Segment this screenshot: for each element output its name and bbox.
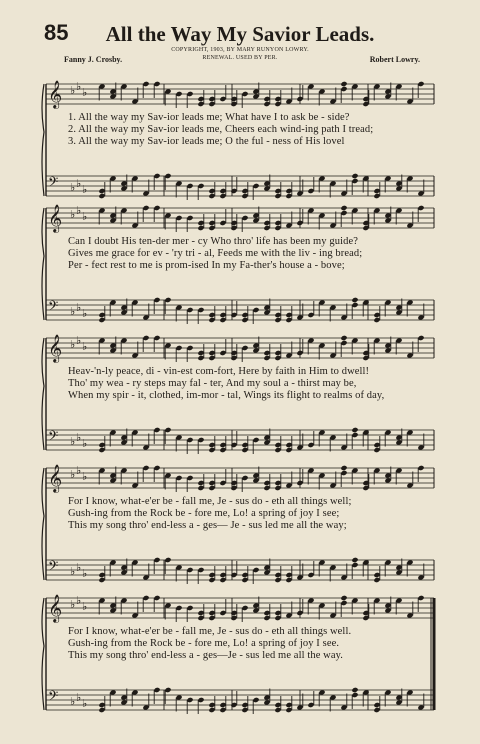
bass-staff [46,687,434,714]
flat-icon: ♭ [82,340,88,353]
music-system [40,192,440,332]
lyric-line: 2. All the way my Sav-ior leads me, Cheers each wind-ing path I tread; [68,124,374,135]
system-brace [42,598,44,710]
lyric-line: Heav-'n-ly peace, di - vin-est com-fort, Here by faith in Him to dwell! [68,366,370,377]
treble-clef-icon: 𝄞 [48,204,63,232]
lyric-line: 1. All the way my Sav-ior leads me; What have I to ask be - side? [68,112,350,123]
lyric-line: Gush-ing from the Rock be - fore me, Lo! a spring of joy I see; [68,508,340,519]
treble-staff [46,464,434,493]
flat-icon: ♭ [70,338,76,351]
flat-icon: ♭ [76,561,82,574]
flat-icon: ♭ [76,177,82,190]
music-system [40,68,440,208]
lyric-line: Gush-ing from the Rock be - fore me, Lo! a spring of joy I see. [68,638,340,649]
flat-icon: ♭ [70,468,76,481]
treble-clef-icon: 𝄞 [48,464,63,492]
music-system [40,322,440,462]
flat-icon: ♭ [82,470,88,483]
system-brace [42,338,44,450]
lyric-line: This my song thro' end-less a - ges— Je - sus led me all the way; [68,520,347,531]
treble-clef-icon: 𝄞 [48,594,63,622]
hymn-number: 85 [44,20,69,45]
bass-staff [46,557,434,584]
copyright-line-2: RENEWAL. USED BY PER. [202,55,278,61]
flat-icon: ♭ [82,307,88,320]
treble-clef-icon: 𝄞 [48,80,63,108]
flat-icon: ♭ [76,80,82,93]
flat-icon: ♭ [82,697,88,710]
treble-staff [46,594,434,623]
flat-icon: ♭ [70,435,76,448]
treble-staff [46,80,434,109]
hymn-title: All the Way My Savior Leads. [105,22,375,46]
flat-icon: ♭ [70,208,76,221]
system-brace [42,468,44,580]
credits [40,46,440,70]
bass-clef-icon: 𝄢 [48,298,59,317]
lyric-line: Gives me grace for ev - 'ry tri - al, Feeds me with the liv - ing bread; [68,248,363,259]
flat-icon: ♭ [82,183,88,196]
copyright-line-1: COPYRIGHT, 1903, BY MARY RUNYON LOWRY. [171,47,309,53]
flat-icon: ♭ [70,695,76,708]
music-system [40,582,440,722]
lyric-line: 3. All the way my Sav-ior leads me; O the ful - ness of His lovel [68,136,345,147]
flat-icon: ♭ [82,437,88,450]
bass-staff [46,427,434,454]
system-brace [42,84,44,196]
flat-icon: ♭ [76,594,82,607]
flat-icon: ♭ [82,210,88,223]
treble-clef-icon: 𝄞 [48,334,63,362]
flat-icon: ♭ [76,204,82,217]
lyric-line: When my spir - it, clothed, im-mor - tal, Wings its flight to realms of day, [68,390,385,401]
flat-icon: ♭ [76,431,82,444]
flat-icon: ♭ [76,334,82,347]
flat-icon: ♭ [70,181,76,194]
bass-clef-icon: 𝄢 [48,174,59,193]
author-credit: Fanny J. Crosby. [64,55,123,64]
flat-icon: ♭ [70,598,76,611]
flat-icon: ♭ [70,305,76,318]
flat-icon: ♭ [76,301,82,314]
bass-clef-icon: 𝄢 [48,558,59,577]
system-brace [42,208,44,320]
flat-icon: ♭ [82,567,88,580]
lyric-line: This my song thro' end-less a - ges—Je - sus led me all the way. [68,650,344,661]
treble-staff [46,334,434,363]
lyric-line: For I know, what-e'er be - fall me, Je - sus do - eth all things well; [68,496,352,507]
lyric-line: Tho' my wea - ry steps may fal - ter, And my soul a - thirst may be, [68,378,357,389]
flat-icon: ♭ [70,84,76,97]
flat-icon: ♭ [76,691,82,704]
lyric-line: Can I doubt His ten-der mer - cy Who thro' life has been my guide? [68,236,358,247]
bass-staff [46,297,434,324]
treble-staff [46,204,434,233]
bass-clef-icon: 𝄢 [48,428,59,447]
bass-clef-icon: 𝄢 [48,688,59,707]
lyric-line: For I know, what-e'er be - fall me, Je - sus do - eth all things well. [68,626,352,637]
flat-icon: ♭ [76,464,82,477]
lyric-line: Per - fect rest to me is prom-ised In my Fa-ther's house a - bove; [68,260,345,271]
composer-credit: Robert Lowry. [369,55,420,64]
music-system [40,452,440,592]
flat-icon: ♭ [70,565,76,578]
flat-icon: ♭ [82,600,88,613]
flat-icon: ♭ [82,86,88,99]
